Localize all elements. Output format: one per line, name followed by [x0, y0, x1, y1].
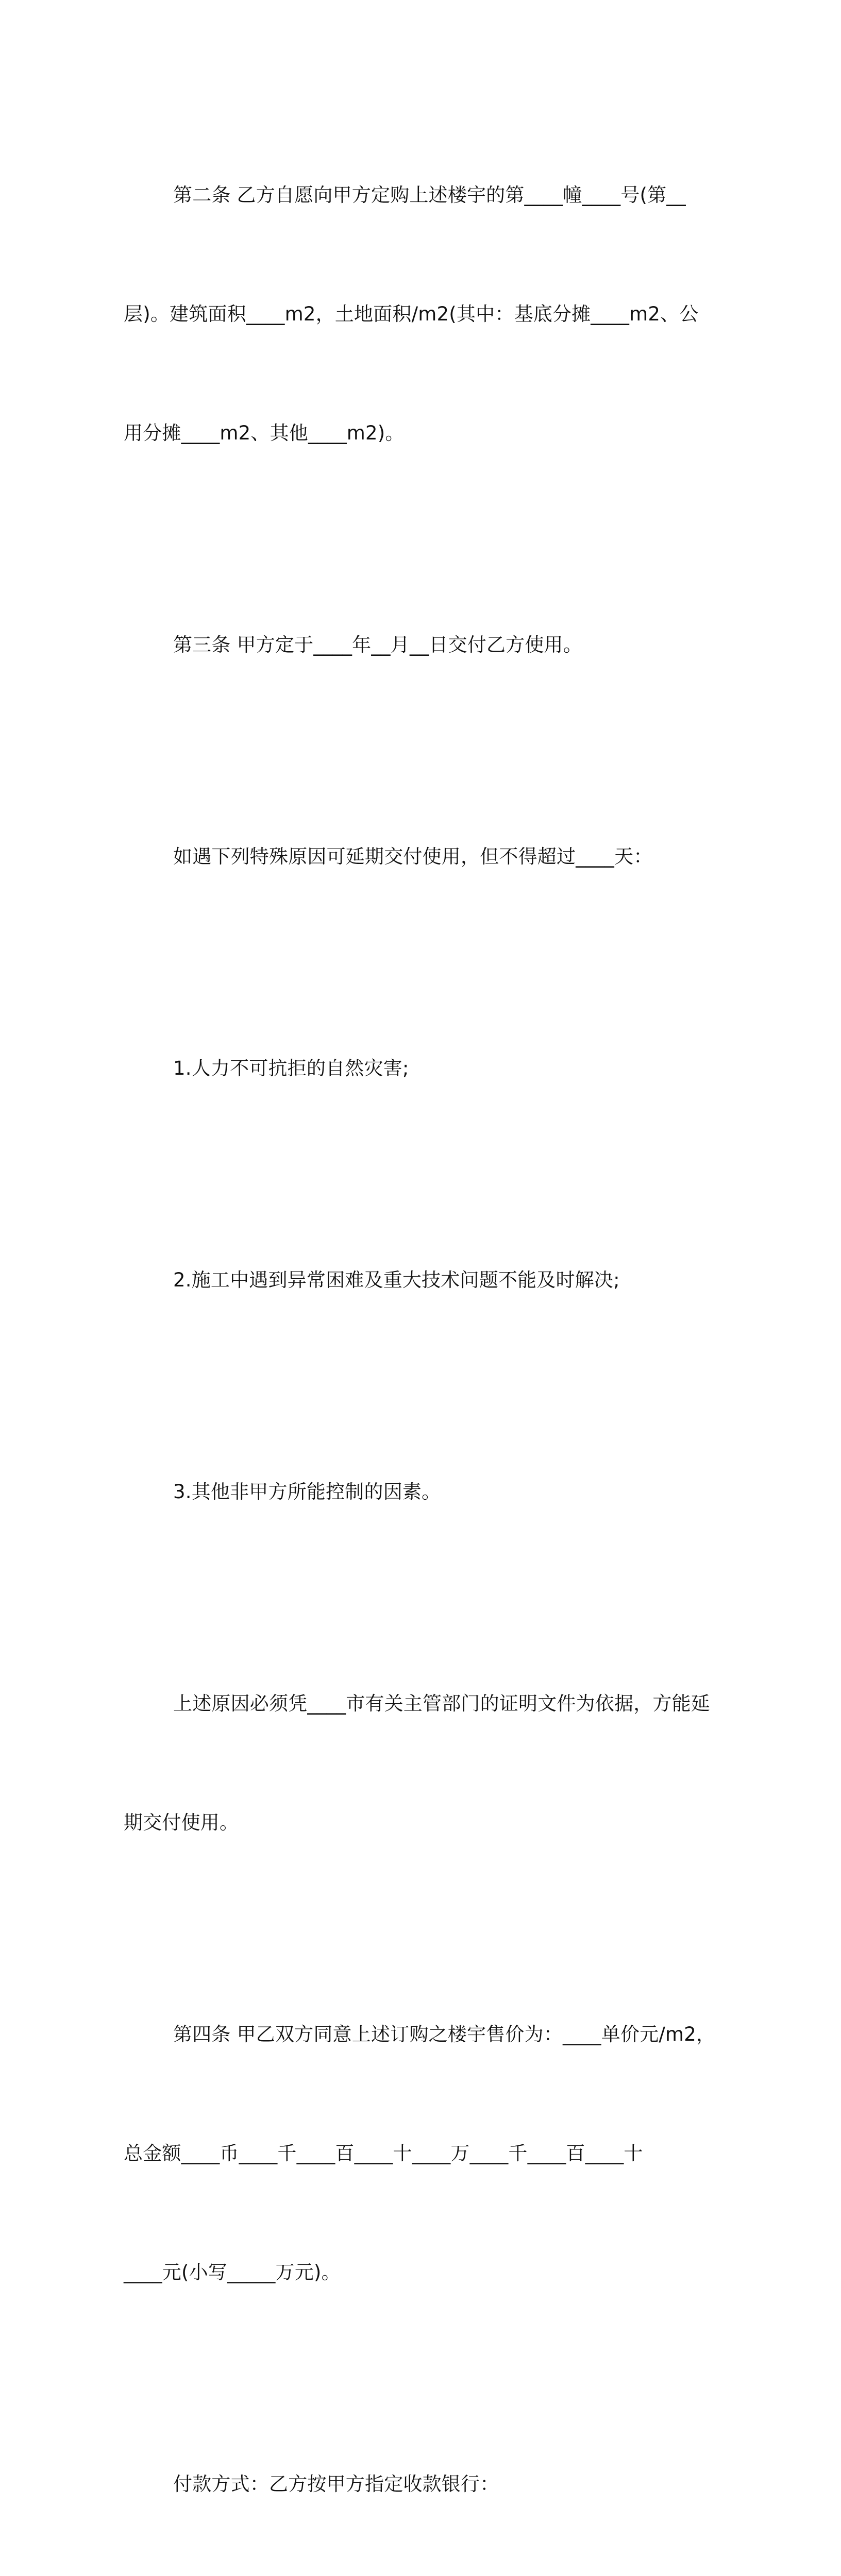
text-line: 如遇下列特殊原因可延期交付使用，但不得超过____天：	[173, 845, 653, 868]
paragraph-article-2	[124, 96, 722, 532]
paragraph-article-4	[124, 1935, 722, 2371]
paragraph-article-3	[124, 546, 722, 744]
text-line: 用分摊____m2、其他____m2)。	[124, 422, 405, 444]
text-line: 第二条 乙方自愿向甲方定购上述楼宇的第____幢____号(第__	[173, 184, 686, 206]
paragraph-payment-method	[124, 2385, 722, 2576]
list-item-3	[124, 1393, 722, 1591]
document-page	[124, 96, 722, 2576]
text-line: 1.人力不可抗拒的自然灾害;	[173, 1057, 409, 1079]
text-line: 第四条 甲乙双方同意上述订购之楼宇售价为：____单价元/m2，	[173, 2023, 716, 2045]
text-line: 上述原因必须凭____市有关主管部门的证明文件为依据，方能延	[173, 1692, 710, 1715]
text-line: ____元(小写_____万元)。	[124, 2261, 341, 2283]
text-line: 层)。建筑面积____m2，土地面积/m2(其中：基底分摊____m2、公	[124, 303, 699, 325]
list-item-2	[124, 1181, 722, 1379]
list-item-1	[124, 969, 722, 1167]
text-line: 第三条 甲方定于____年__月__日交付乙方使用。	[173, 634, 582, 656]
text-line: 3.其他非甲方所能控制的因素。	[173, 1481, 441, 1503]
text-line: 付款方式：乙方按甲方指定收款银行：	[173, 2473, 499, 2495]
text-line: 总金额____币____千____百____十____万____千____百____十	[124, 2142, 643, 2164]
paragraph-delay-clause	[124, 757, 722, 956]
text-line: 期交付使用。	[124, 1811, 239, 1834]
paragraph-evidence	[124, 1604, 722, 1922]
text-line: 2.施工中遇到异常困难及重大技术问题不能及时解决;	[173, 1269, 620, 1291]
